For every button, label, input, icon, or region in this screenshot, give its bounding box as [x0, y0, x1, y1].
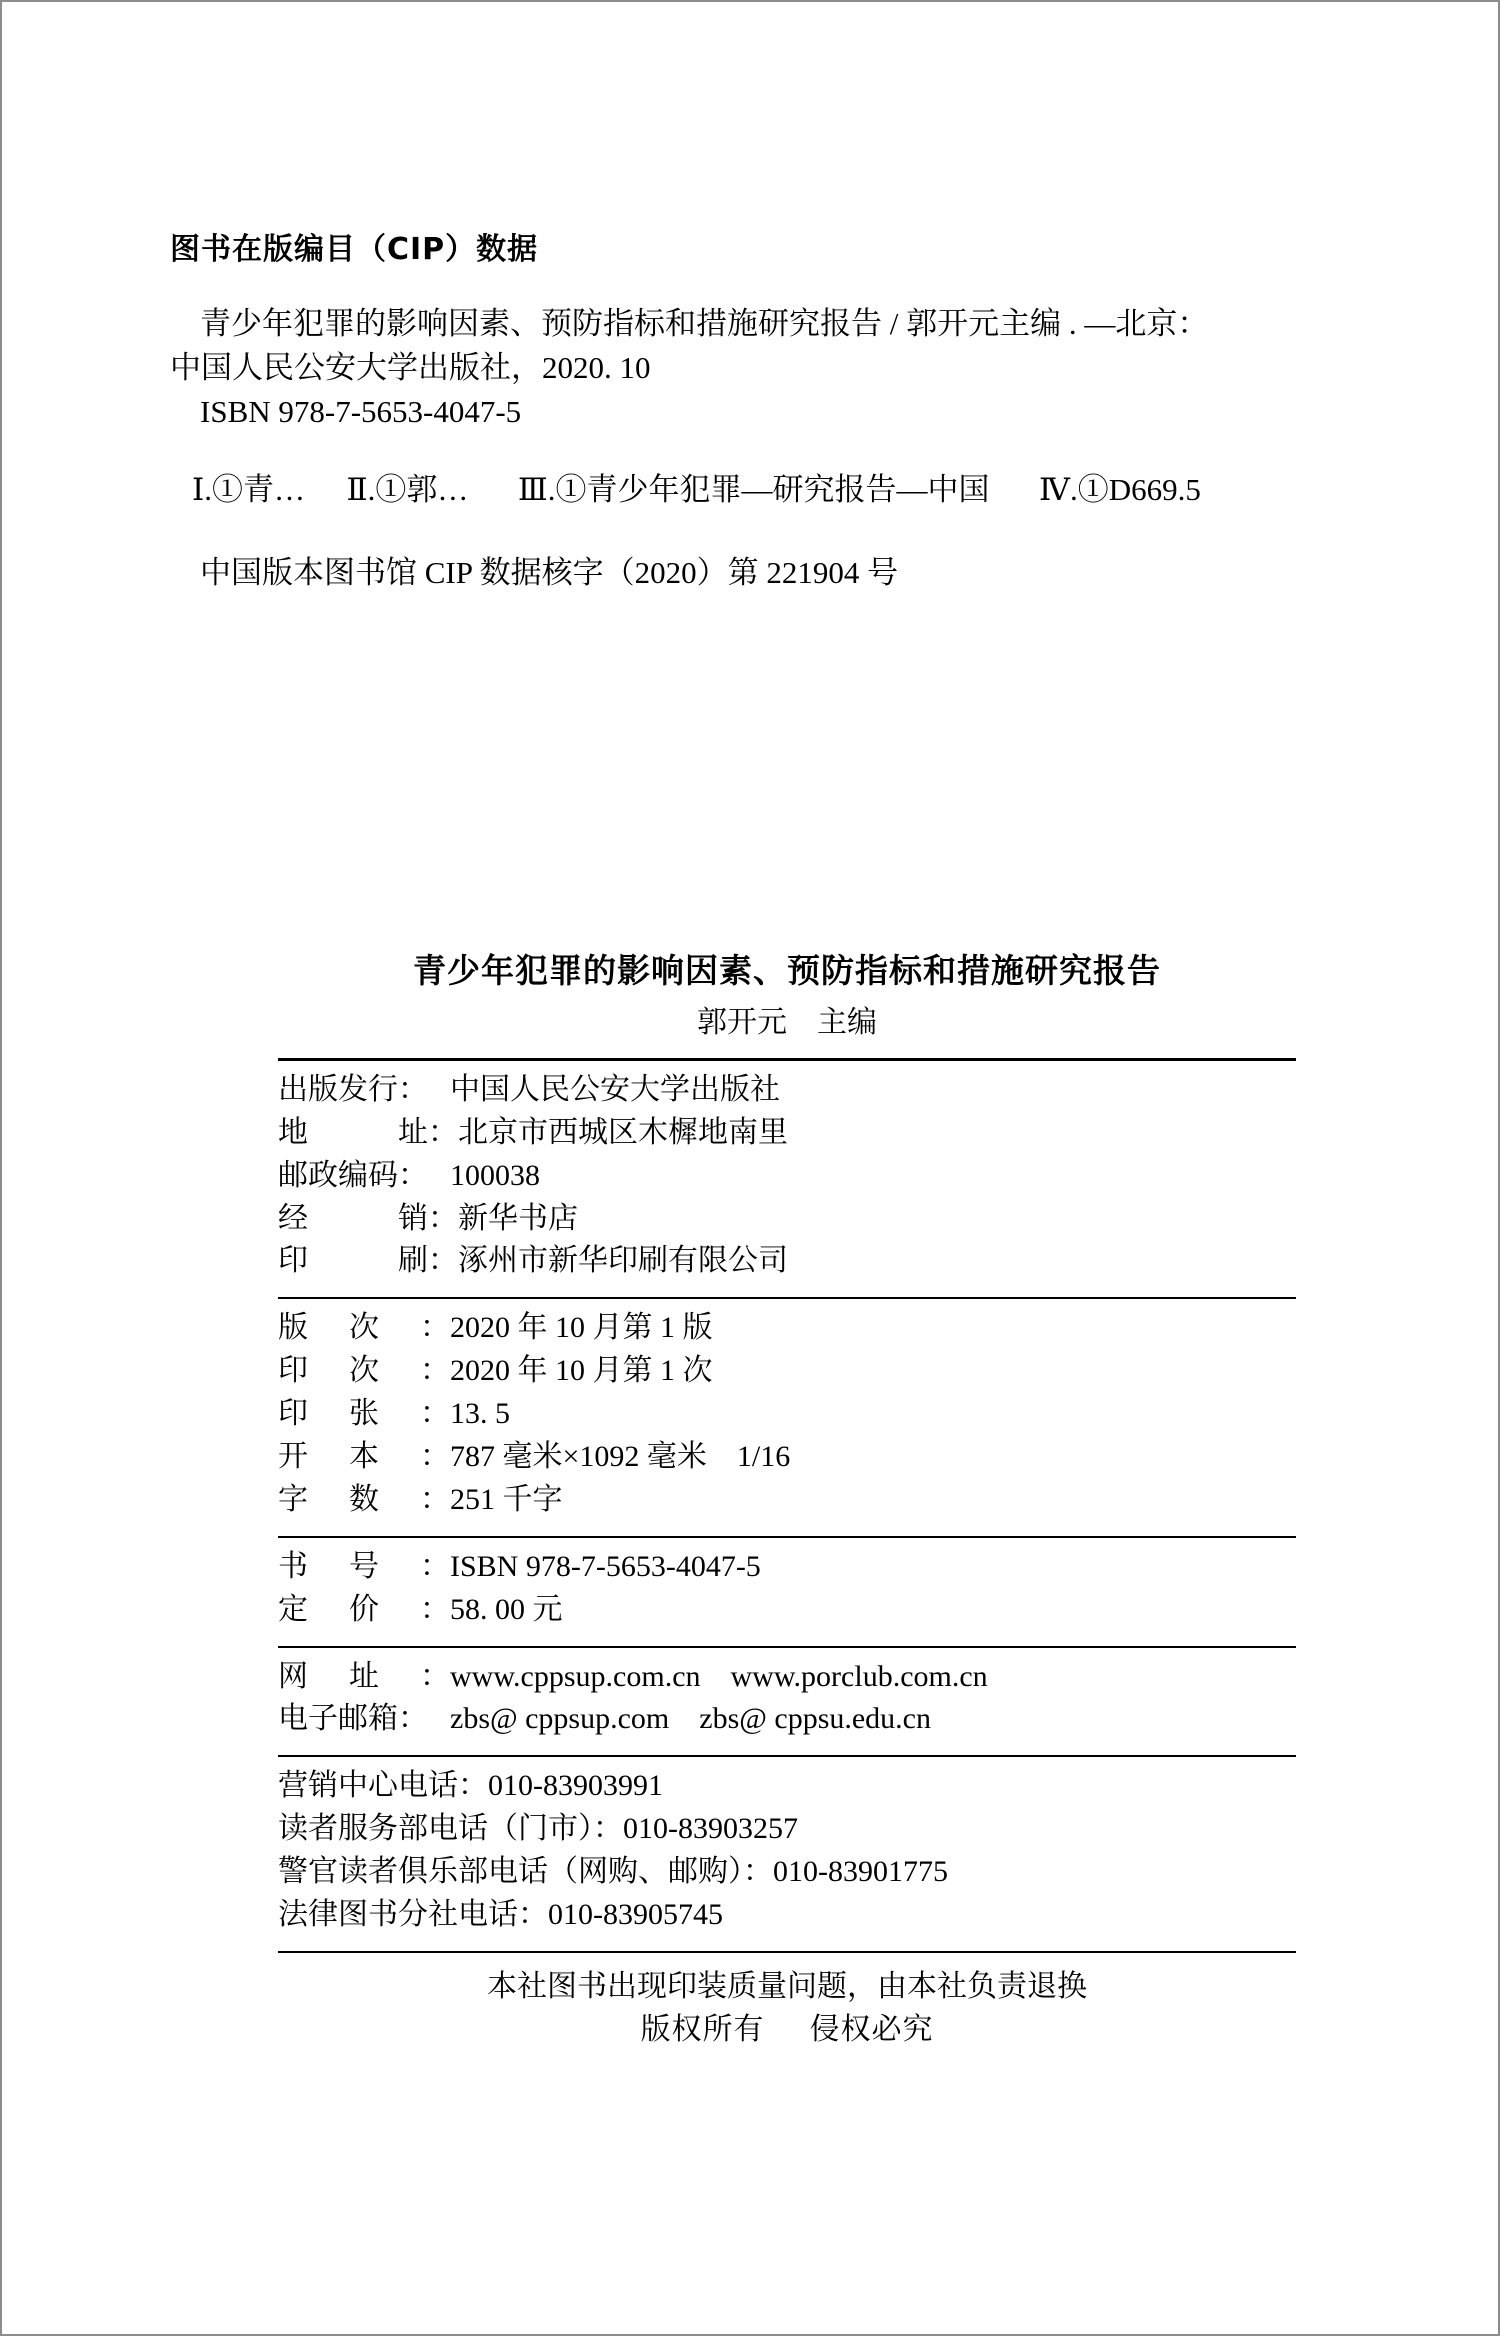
info-label: 开 本 ：: [278, 1436, 450, 1479]
footer-quality-notice: 本社图书出现印装质量问题，由本社负责退换: [487, 1969, 1087, 2003]
info-row-email: [278, 1698, 1296, 1741]
cip-heading: 图书在版编目（CIP）数据: [170, 232, 539, 267]
cip-data-block: [170, 232, 1400, 595]
classification-part-4: Ⅳ.①D669.5: [1038, 472, 1201, 508]
info-value: 100038: [450, 1158, 540, 1192]
info-label-second: 次: [349, 1311, 379, 1345]
info-value: 2020 年 10 月第 1 版: [450, 1311, 713, 1345]
info-row-distribution: [278, 1198, 1296, 1241]
info-value: 2020 年 10 月第 1 次: [450, 1354, 713, 1388]
info-row-isbn: [278, 1546, 1296, 1589]
info-row-postcode: [278, 1155, 1296, 1198]
footer-copyright-notice: [278, 2008, 1296, 2052]
info-label-text: 出版发行: [278, 1072, 398, 1106]
info-label-first: 定: [278, 1592, 308, 1626]
email-value[interactable]: zbs@ cppsup.com zbs@ cppsu.edu.cn: [450, 1702, 931, 1736]
info-label-text: 电子邮箱: [278, 1702, 398, 1736]
info-label: 印 次 ：: [278, 1350, 450, 1393]
info-row-wordcount: [278, 1479, 1296, 1522]
info-row-address: [278, 1112, 1296, 1155]
info-value: 251 千字: [450, 1482, 563, 1516]
phone-line-marketing: 营销中心电话：010-83903991: [278, 1769, 663, 1803]
phone-line-police-club: 警官读者俱乐部电话（网购、邮购）：010-83901775: [278, 1855, 948, 1889]
info-label-second: 址: [349, 1659, 379, 1693]
spacer: [170, 434, 1400, 468]
info-label-second: 张: [349, 1397, 379, 1431]
info-label: 版 次 ：: [278, 1307, 450, 1350]
info-label-first: 开: [278, 1440, 308, 1474]
info-label-first: 网: [278, 1659, 308, 1693]
online-info-group: [278, 1648, 1296, 1742]
website-value[interactable]: www.cppsup.com.cn www.porclub.com.cn: [450, 1659, 988, 1693]
info-row-publisher: [278, 1069, 1296, 1112]
spacer: [170, 511, 1400, 551]
info-label-text: 经 销: [278, 1201, 428, 1235]
classification-part-3: Ⅲ.①青少年犯罪—研究报告—中国: [517, 472, 990, 508]
info-label: 定 价 ：: [278, 1589, 450, 1632]
info-label-text: 邮政编码: [278, 1158, 398, 1192]
info-label: 电子邮箱：: [278, 1702, 428, 1736]
info-label: 邮政编码：: [278, 1158, 428, 1192]
info-label: 出版发行：: [278, 1072, 428, 1106]
info-label-second: 次: [349, 1354, 379, 1388]
footer-notice: [278, 1953, 1296, 2052]
identity-info-group: [278, 1538, 1296, 1632]
cip-publisher-line: 中国人民公安大学出版社，2020. 10: [170, 350, 651, 386]
info-label-first: 版: [278, 1311, 308, 1345]
info-label-first: 印: [278, 1397, 308, 1431]
cip-classification-line: [170, 468, 1400, 511]
cip-isbn-line: ISBN 978-7-5653-4047-5: [200, 394, 522, 430]
info-label: 书 号 ：: [278, 1546, 450, 1589]
info-label: 字 数 ：: [278, 1479, 450, 1522]
info-row-price: [278, 1589, 1296, 1632]
classification-part-1: Ⅰ.①青…: [192, 472, 305, 508]
info-value: 中国人民公安大学出版社: [450, 1072, 780, 1106]
info-value: 涿州市新华印刷有限公司: [458, 1244, 788, 1278]
colophon-block: [278, 950, 1296, 2052]
info-value: 787 毫米×1092 毫米 1/16: [450, 1440, 791, 1474]
info-row-format: [278, 1436, 1296, 1479]
info-label-first: 字: [278, 1482, 308, 1516]
info-label-first: 印: [278, 1354, 308, 1388]
info-value: 58. 00 元: [450, 1592, 563, 1626]
info-label: 经 销：: [278, 1201, 458, 1235]
info-row-printer: [278, 1240, 1296, 1283]
info-row-sheets: [278, 1393, 1296, 1436]
info-label-text: 印 刷: [278, 1244, 428, 1278]
publishing-info-group: [278, 1061, 1296, 1283]
copyright-reserved-text: 版权所有: [640, 2013, 765, 2047]
cip-number-line: 中国版本图书馆 CIP 数据核字（2020）第 221904 号: [200, 555, 899, 591]
info-value: ISBN 978-7-5653-4047-5: [450, 1549, 761, 1583]
specs-info-group: [278, 1299, 1296, 1521]
info-label-second: 数: [349, 1482, 379, 1516]
info-label-second: 本: [349, 1440, 379, 1474]
cip-title-entry: 青少年犯罪的影响因素、预防指标和措施研究报告 / 郭开元主编 . —北京：: [200, 306, 1209, 341]
info-value: 新华书店: [458, 1201, 578, 1235]
info-label-text: 地 址: [278, 1115, 428, 1149]
info-row-website: [278, 1656, 1296, 1699]
phone-line-reader-service: 读者服务部电话（门市）：010-83903257: [278, 1812, 798, 1846]
info-label-first: 书: [278, 1549, 308, 1583]
info-label: 网 址 ：: [278, 1656, 450, 1699]
info-label-second: 价: [349, 1592, 379, 1626]
book-author: 郭开元 主编: [697, 1005, 877, 1039]
info-label: 印 张 ：: [278, 1393, 450, 1436]
phone-info-group: [278, 1757, 1296, 1937]
info-value: 北京市西城区木樨地南里: [458, 1115, 788, 1149]
infringement-text: 侵权必究: [809, 2013, 934, 2047]
book-title: 青少年犯罪的影响因素、预防指标和措施研究报告: [413, 951, 1161, 990]
info-value: 13. 5: [450, 1397, 510, 1431]
info-row-impression: [278, 1350, 1296, 1393]
info-label: 地 址：: [278, 1115, 458, 1149]
phone-line-law-branch: 法律图书分社电话：010-83905745: [278, 1898, 723, 1932]
info-row-edition: [278, 1307, 1296, 1350]
classification-part-2: Ⅱ.①郭…: [346, 472, 469, 508]
info-label-second: 号: [349, 1549, 379, 1583]
info-label: 印 刷：: [278, 1244, 458, 1278]
